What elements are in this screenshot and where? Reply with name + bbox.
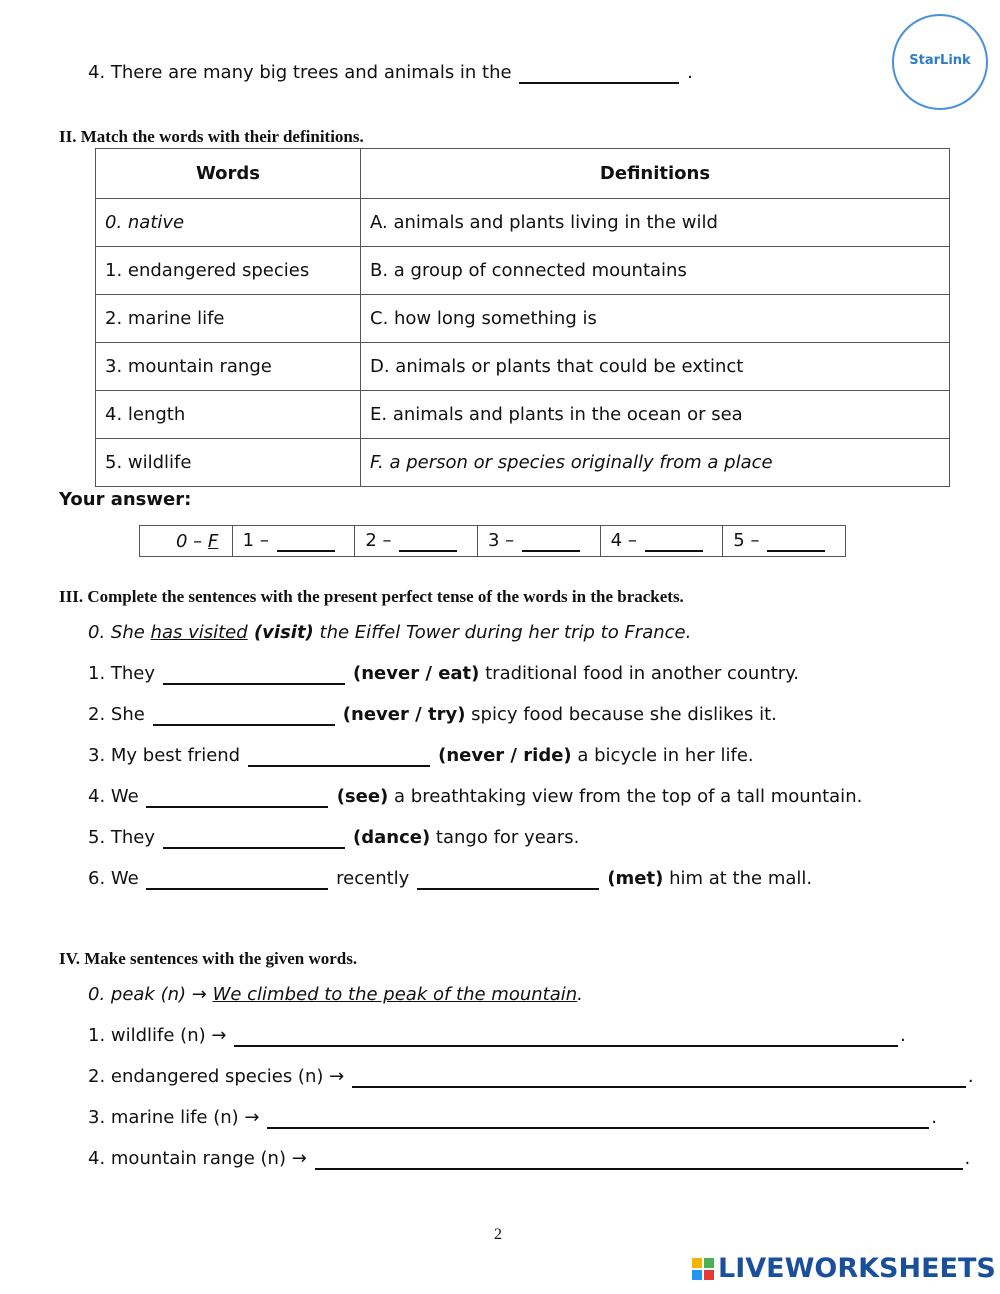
starlink-logo (892, 14, 988, 110)
your-answer-label: Your answer: (59, 489, 192, 510)
tense-input-5[interactable] (163, 829, 345, 849)
section-3-example: 0. She has visited (visit) the Eiffel Tower during her trip to France. (88, 622, 692, 643)
blocks-icon (692, 1258, 714, 1280)
table-row (96, 391, 950, 439)
footer-brand-text: LIVEWORKSHEETS (718, 1253, 996, 1284)
table-row (96, 199, 950, 247)
section-3-item-3: 3. My best friend (never / ride) a bicycle in her life. (88, 745, 754, 766)
match-answer-input-2[interactable] (399, 532, 457, 552)
answer-cell-2: 2 – (355, 526, 478, 557)
word-cell: 4. length (96, 391, 361, 439)
word-cell: 3. mountain range (96, 343, 361, 391)
table-row (96, 295, 950, 343)
header-definitions: Definitions (361, 149, 950, 199)
answer-cell-5: 5 – (723, 526, 846, 557)
table-row (96, 343, 950, 391)
sentence-input-1[interactable] (234, 1027, 898, 1047)
word-cell: 0. native (96, 199, 361, 247)
table-header-row (96, 149, 950, 199)
definition-cell: D. animals or plants that could be extinct (361, 343, 950, 391)
table-row (96, 439, 950, 487)
matching-table (95, 148, 950, 487)
answer-cell-example: 0 – F (140, 526, 233, 557)
section-4-title: IV. Make sentences with the given words. (59, 949, 358, 968)
tense-input-2[interactable] (153, 706, 335, 726)
top-sentence-4: 4. There are many big trees and animals in the . (88, 62, 693, 83)
match-answer-input-4[interactable] (645, 532, 703, 552)
section-3-item-6: 6. We recently (met) him at the mall. (88, 868, 813, 889)
tense-input-3[interactable] (248, 747, 430, 767)
section-2-title: II. Match the words with their definitions. (59, 127, 364, 146)
logo-text: StarLink (909, 53, 971, 68)
match-answer-input-5[interactable] (767, 532, 825, 552)
section-3-item-4: 4. We (see) a breathtaking view from the top of a tall mountain. (88, 786, 863, 807)
table-row (96, 247, 950, 295)
definition-cell: A. animals and plants living in the wild (361, 199, 950, 247)
answer-cell-1: 1 – (232, 526, 355, 557)
definition-cell: B. a group of connected mountains (361, 247, 950, 295)
sentence-input-3[interactable] (267, 1109, 929, 1129)
answer-cell-4: 4 – (600, 526, 723, 557)
word-cell: 5. wildlife (96, 439, 361, 487)
section-4-item-2: 2. endangered species (n) → . (88, 1066, 974, 1087)
section-3-item-2: 2. She (never / try) spicy food because she dislikes it. (88, 704, 777, 725)
answer-input-top-4[interactable] (519, 64, 679, 84)
liveworksheets-logo (692, 1253, 996, 1284)
word-cell: 1. endangered species (96, 247, 361, 295)
section-3-title: III. Complete the sentences with the present perfect tense of the words in the brackets. (59, 587, 684, 606)
section-4-item-1: 1. wildlife (n) → . (88, 1025, 906, 1046)
match-answer-input-1[interactable] (277, 532, 335, 552)
section-3-item-5: 5. They (dance) tango for years. (88, 827, 580, 848)
definition-cell: C. how long something is (361, 295, 950, 343)
answer-cell-3: 3 – (477, 526, 600, 557)
tense-input-1[interactable] (163, 665, 345, 685)
tense-input-4[interactable] (146, 788, 328, 808)
section-4-example: 0. peak (n) → We climbed to the peak of the mountain. (88, 984, 583, 1005)
tense-input-6a[interactable] (146, 870, 328, 890)
header-words: Words (96, 149, 361, 199)
section-4-item-4: 4. mountain range (n) → . (88, 1148, 971, 1169)
example-answer: F (207, 530, 219, 552)
page-number: 2 (494, 1226, 502, 1243)
definition-cell: E. animals and plants in the ocean or sea (361, 391, 950, 439)
section-3-item-1: 1. They (never / eat) traditional food in another country. (88, 663, 800, 684)
section-4-item-3: 3. marine life (n) → . (88, 1107, 937, 1128)
definition-cell: F. a person or species originally from a place (361, 439, 950, 487)
match-answer-input-3[interactable] (522, 532, 580, 552)
answer-table (139, 525, 846, 557)
sentence-input-2[interactable] (352, 1068, 966, 1088)
sentence-input-4[interactable] (315, 1150, 963, 1170)
word-cell: 2. marine life (96, 295, 361, 343)
tense-input-6b[interactable] (417, 870, 599, 890)
